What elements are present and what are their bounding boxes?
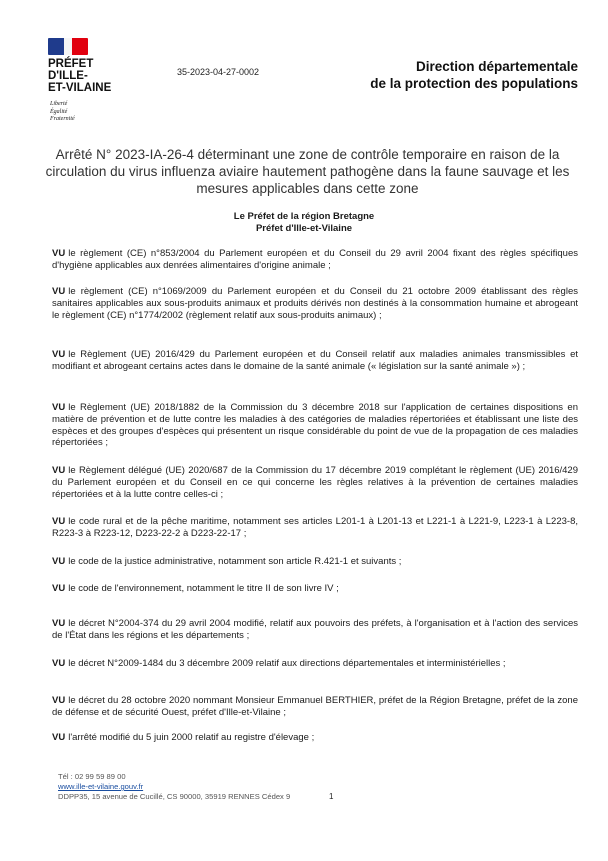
motto-line: Fraternité: [50, 116, 75, 122]
consideration-item: [52, 732, 578, 744]
consideration-text: le règlement (CE) n°1069/2009 du Parlement européen et du Conseil du 21 octobre 2009 établissant des règles sanitaires applicables aux sous-produits animaux et produits dérivés non destinés à la consommation humaine et abrogeant le règlement (CE) n°1774/2002 (règlement relatif aux sous-produits animaux) ;: [52, 286, 578, 321]
vu-label: VU: [52, 658, 66, 669]
motto-line: Égalité: [50, 108, 68, 115]
consideration-item: [52, 556, 578, 568]
footer-address: DDPP35, 15 avenue de Cucillé, CS 90000, 35919 RENNES Cédex 9: [58, 792, 291, 801]
vu-label: VU: [52, 402, 66, 413]
consideration-item: [52, 618, 578, 642]
prefecture-name: [48, 58, 111, 94]
vu-label: VU: [52, 465, 66, 476]
vu-label: VU: [52, 286, 66, 297]
consideration-text: le décret N°2004-374 du 29 avril 2004 modifié, relatif aux pouvoirs des préfets, à l'organisation et à l'action des services de l'État dans les régions et les départements ;: [52, 618, 578, 641]
footer-phone: Tél : 02 99 59 89 00: [58, 772, 126, 781]
consideration-item: [52, 465, 578, 500]
issuing-authority: [0, 211, 608, 235]
consideration-item: [52, 658, 578, 670]
vu-label: VU: [52, 583, 66, 594]
consideration-item: [52, 286, 578, 321]
consideration-text: le décret du 28 octobre 2020 nommant Monsieur Emmanuel BERTHIER, préfet de la Région Bretagne, préfet de la zone de défense et de sécurité Ouest, préfet d'Ille-et-Vilaine ;: [52, 695, 578, 718]
consideration-item: [52, 583, 578, 595]
consideration-item: [52, 349, 578, 373]
direction-line: de la protection des populations: [370, 76, 578, 91]
vu-label: VU: [52, 695, 66, 706]
consideration-item: [52, 695, 578, 719]
consideration-text: le règlement (CE) n°853/2004 du Parlement européen et du Conseil du 29 avril 2004 fixant des règles spécifiques d'hygiène applicables aux denrées alimentaires d'origine animale ;: [52, 248, 578, 271]
republic-motto: [50, 101, 75, 124]
consideration-text: le code de la justice administrative, notamment son article R.421-1 et suivants ;: [68, 556, 402, 567]
consideration-text: le code de l'environnement, notamment le titre II de son livre IV ;: [68, 583, 339, 594]
footer-website-link[interactable]: www.ille-et-vilaine.gouv.fr: [58, 782, 144, 791]
prefecture-line: PRÉFET: [48, 58, 94, 70]
authority-line: Le Préfet de la région Bretagne: [233, 211, 375, 222]
consideration-text: le décret N°2009-1484 du 3 décembre 2009 relatif aux directions départementales et interministérielles ;: [68, 658, 506, 669]
vu-label: VU: [52, 618, 66, 629]
consideration-item: [52, 248, 578, 272]
page-footer: [58, 772, 290, 802]
direction-line: Direction départementale: [415, 59, 578, 74]
prefecture-line: ET-VILAINE: [48, 82, 112, 94]
marianne-flag-logo: [48, 38, 88, 55]
consideration-text: le code rural et de la pêche maritime, notamment ses articles L201-1 à L201-13 et L221-1 à L221-9, L223-1 à L223-8, R223-3 à R223-12, D223-22-2 à D223-22-17 ;: [52, 516, 578, 539]
authority-line: Préfet d'Ille-et-Vilaine: [255, 223, 353, 234]
consideration-text: le Règlement délégué (UE) 2020/687 de la Commission du 17 décembre 2019 complétant le règlement (UE) 2016/429 du Parlement européen et du Conseil en ce qui concerne les règles relatives à la prévention de certaines maladies répertoriées et à la lutte contre celles-ci ;: [52, 465, 578, 500]
vu-label: VU: [52, 732, 66, 743]
consideration-text: le Règlement (UE) 2016/429 du Parlement européen et du Conseil relatif aux maladies animales transmissibles et modifiant et abrogeant certains actes dans le domaine de la santé animale (« législation sur la santé animale ») ;: [52, 349, 578, 372]
consideration-item: [52, 402, 578, 449]
motto-line: Liberté: [50, 101, 68, 107]
decree-title: Arrêté N° 2023-IA-26-4 déterminant une zone de contrôle temporaire en raison de la circulation du virus influenza aviaire hautement pathogène dans la faune sauvage et les mesures applicables dans cette zone: [45, 147, 570, 196]
page-number: 1: [329, 792, 334, 801]
prefecture-line: D'ILLE-: [48, 70, 88, 82]
consideration-item: [52, 516, 578, 540]
vu-label: VU: [52, 516, 66, 527]
consideration-text: le Règlement (UE) 2018/1882 de la Commission du 3 décembre 2018 sur l'application de certaines dispositions en matière de prévention et de lutte contre les maladies à des catégories de maladies répertoriées et établissant une liste des espèces et des groupes d'espèces qui présentent un risque considérable du point de vue de la propagation de ces maladies répertoriées ;: [52, 402, 578, 449]
issuing-direction: [370, 58, 578, 92]
document-reference: 35-2023-04-27-0002: [177, 67, 260, 77]
vu-label: VU: [52, 248, 66, 259]
vu-label: VU: [52, 556, 66, 567]
vu-label: VU: [52, 349, 66, 360]
consideration-text: l'arrêté modifié du 5 juin 2000 relatif au registre d'élevage ;: [68, 732, 315, 743]
